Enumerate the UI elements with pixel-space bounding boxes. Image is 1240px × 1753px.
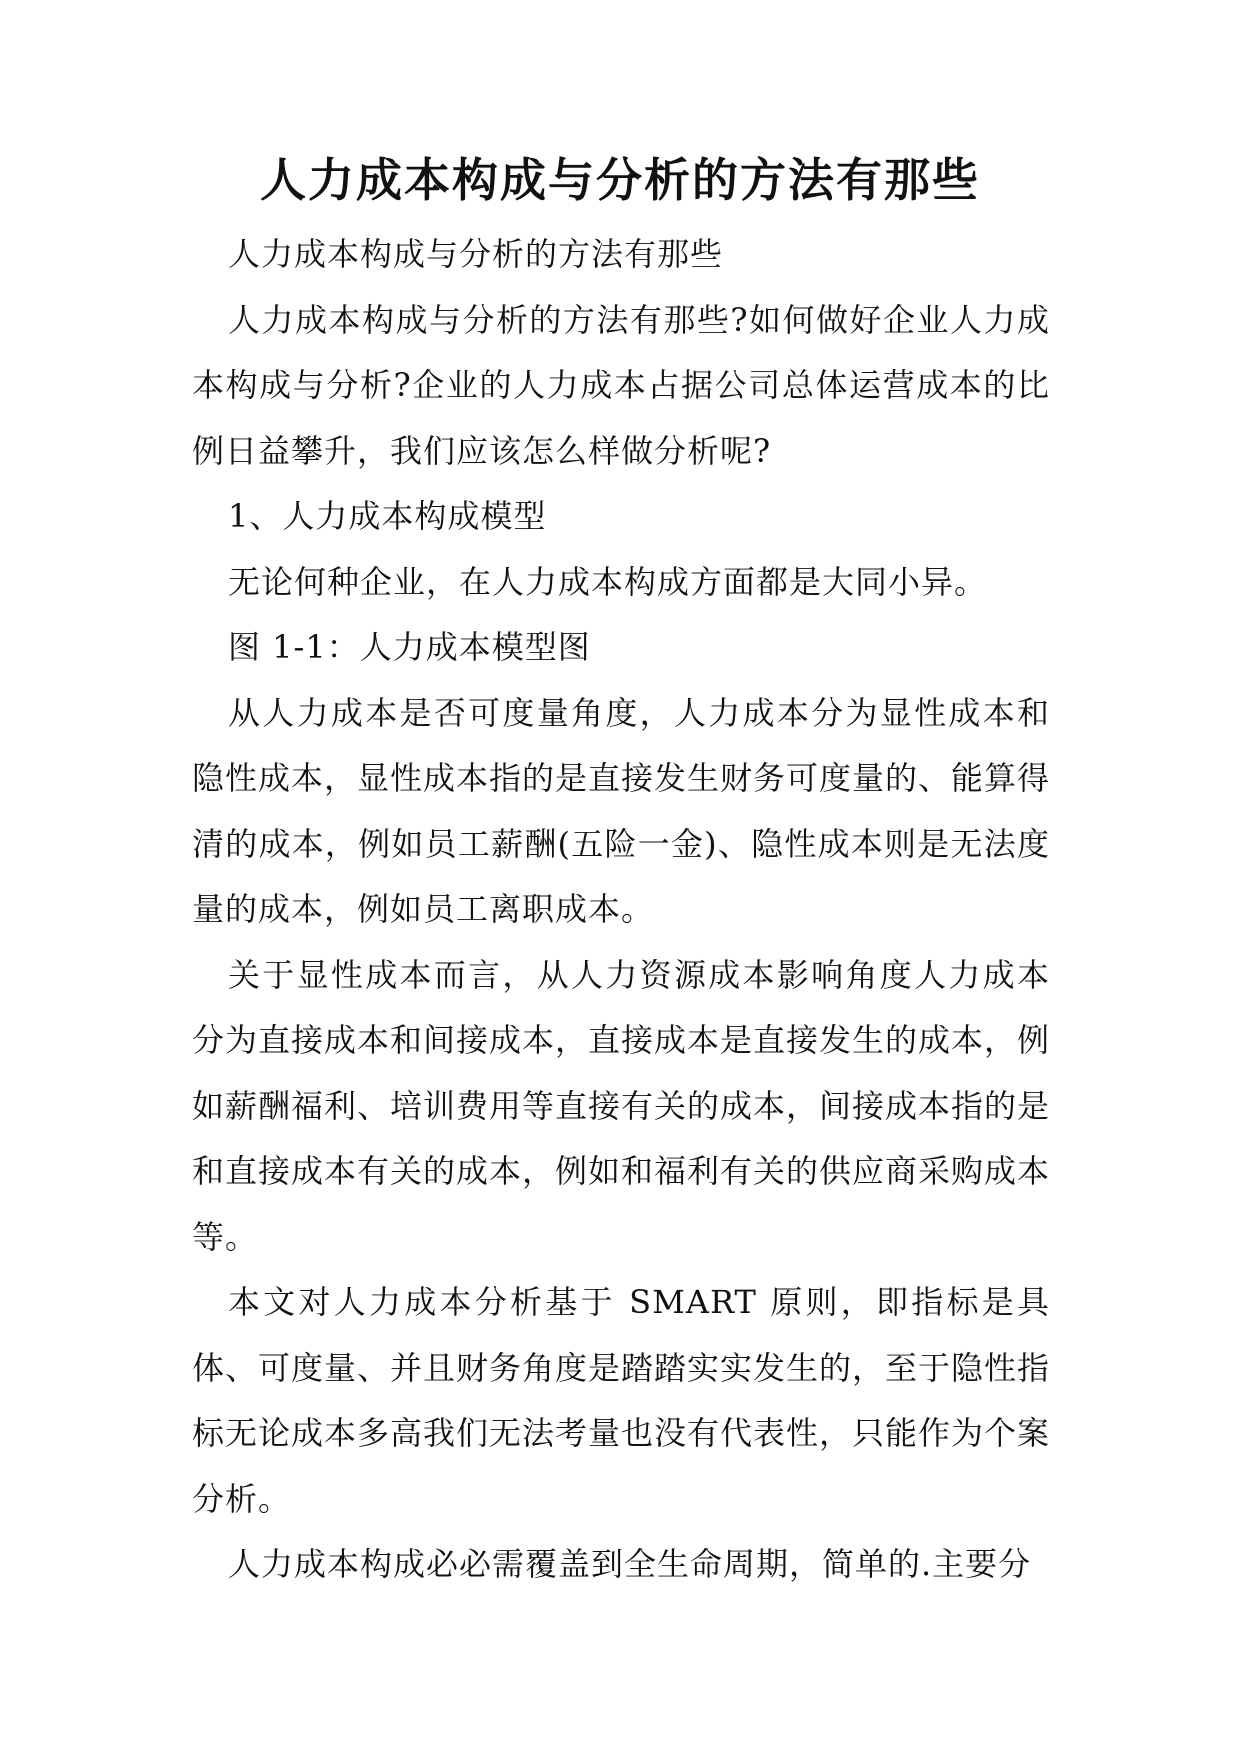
paragraph: 人力成本构成必必需覆盖到全生命周期，简单的.主要分 [228, 1545, 1032, 1583]
paragraph-intro: 人力成本构成与分析的方法有那些?如何做好企业人力成本构成与分析?企业的人力成本占据公司总体运营成本的比例日益攀升，我们应该怎么样做分析呢? [192, 300, 1050, 470]
paragraph: 关于显性成本而言，从人力资源成本影响角度人力成本分为直接成本和间接成本，直接成本是直接发生的成本，例如薪酬福利、培训费用等直接有关的成本，间接成本指的是和直接成本有关的成本，例如和福利有关的供应商采购成本等。 [192, 955, 1051, 1256]
section-heading-1: 1、人力成本构成模型 [228, 497, 547, 535]
document-title: 人力成本构成与分析的方法有那些 [260, 153, 980, 207]
paragraph-subtitle: 人力成本构成与分析的方法有那些 [228, 235, 724, 273]
figure-caption: 图 1-1：人力成本模型图 [228, 628, 591, 666]
paragraph: 本文对人力成本分析基于 SMART 原则，即指标是具体、可度量、并且财务角度是踏踏实实发生的，至于隐性指标无论成本多高我们无法考量也没有代表性，只能作为个案分析。 [192, 1283, 1051, 1518]
document-body [192, 222, 1050, 1598]
paragraph: 无论何种企业，在人力成本构成方面都是大同小异。 [228, 562, 988, 601]
paragraph: 从人力成本是否可度量角度，人力成本分为显性成本和隐性成本，显性成本指的是直接发生财务可度量的、能算得清的成本，例如员工薪酬(五险一金)、隐性成本则是无法度量的成本，例如员工离职成本。 [192, 693, 1051, 928]
